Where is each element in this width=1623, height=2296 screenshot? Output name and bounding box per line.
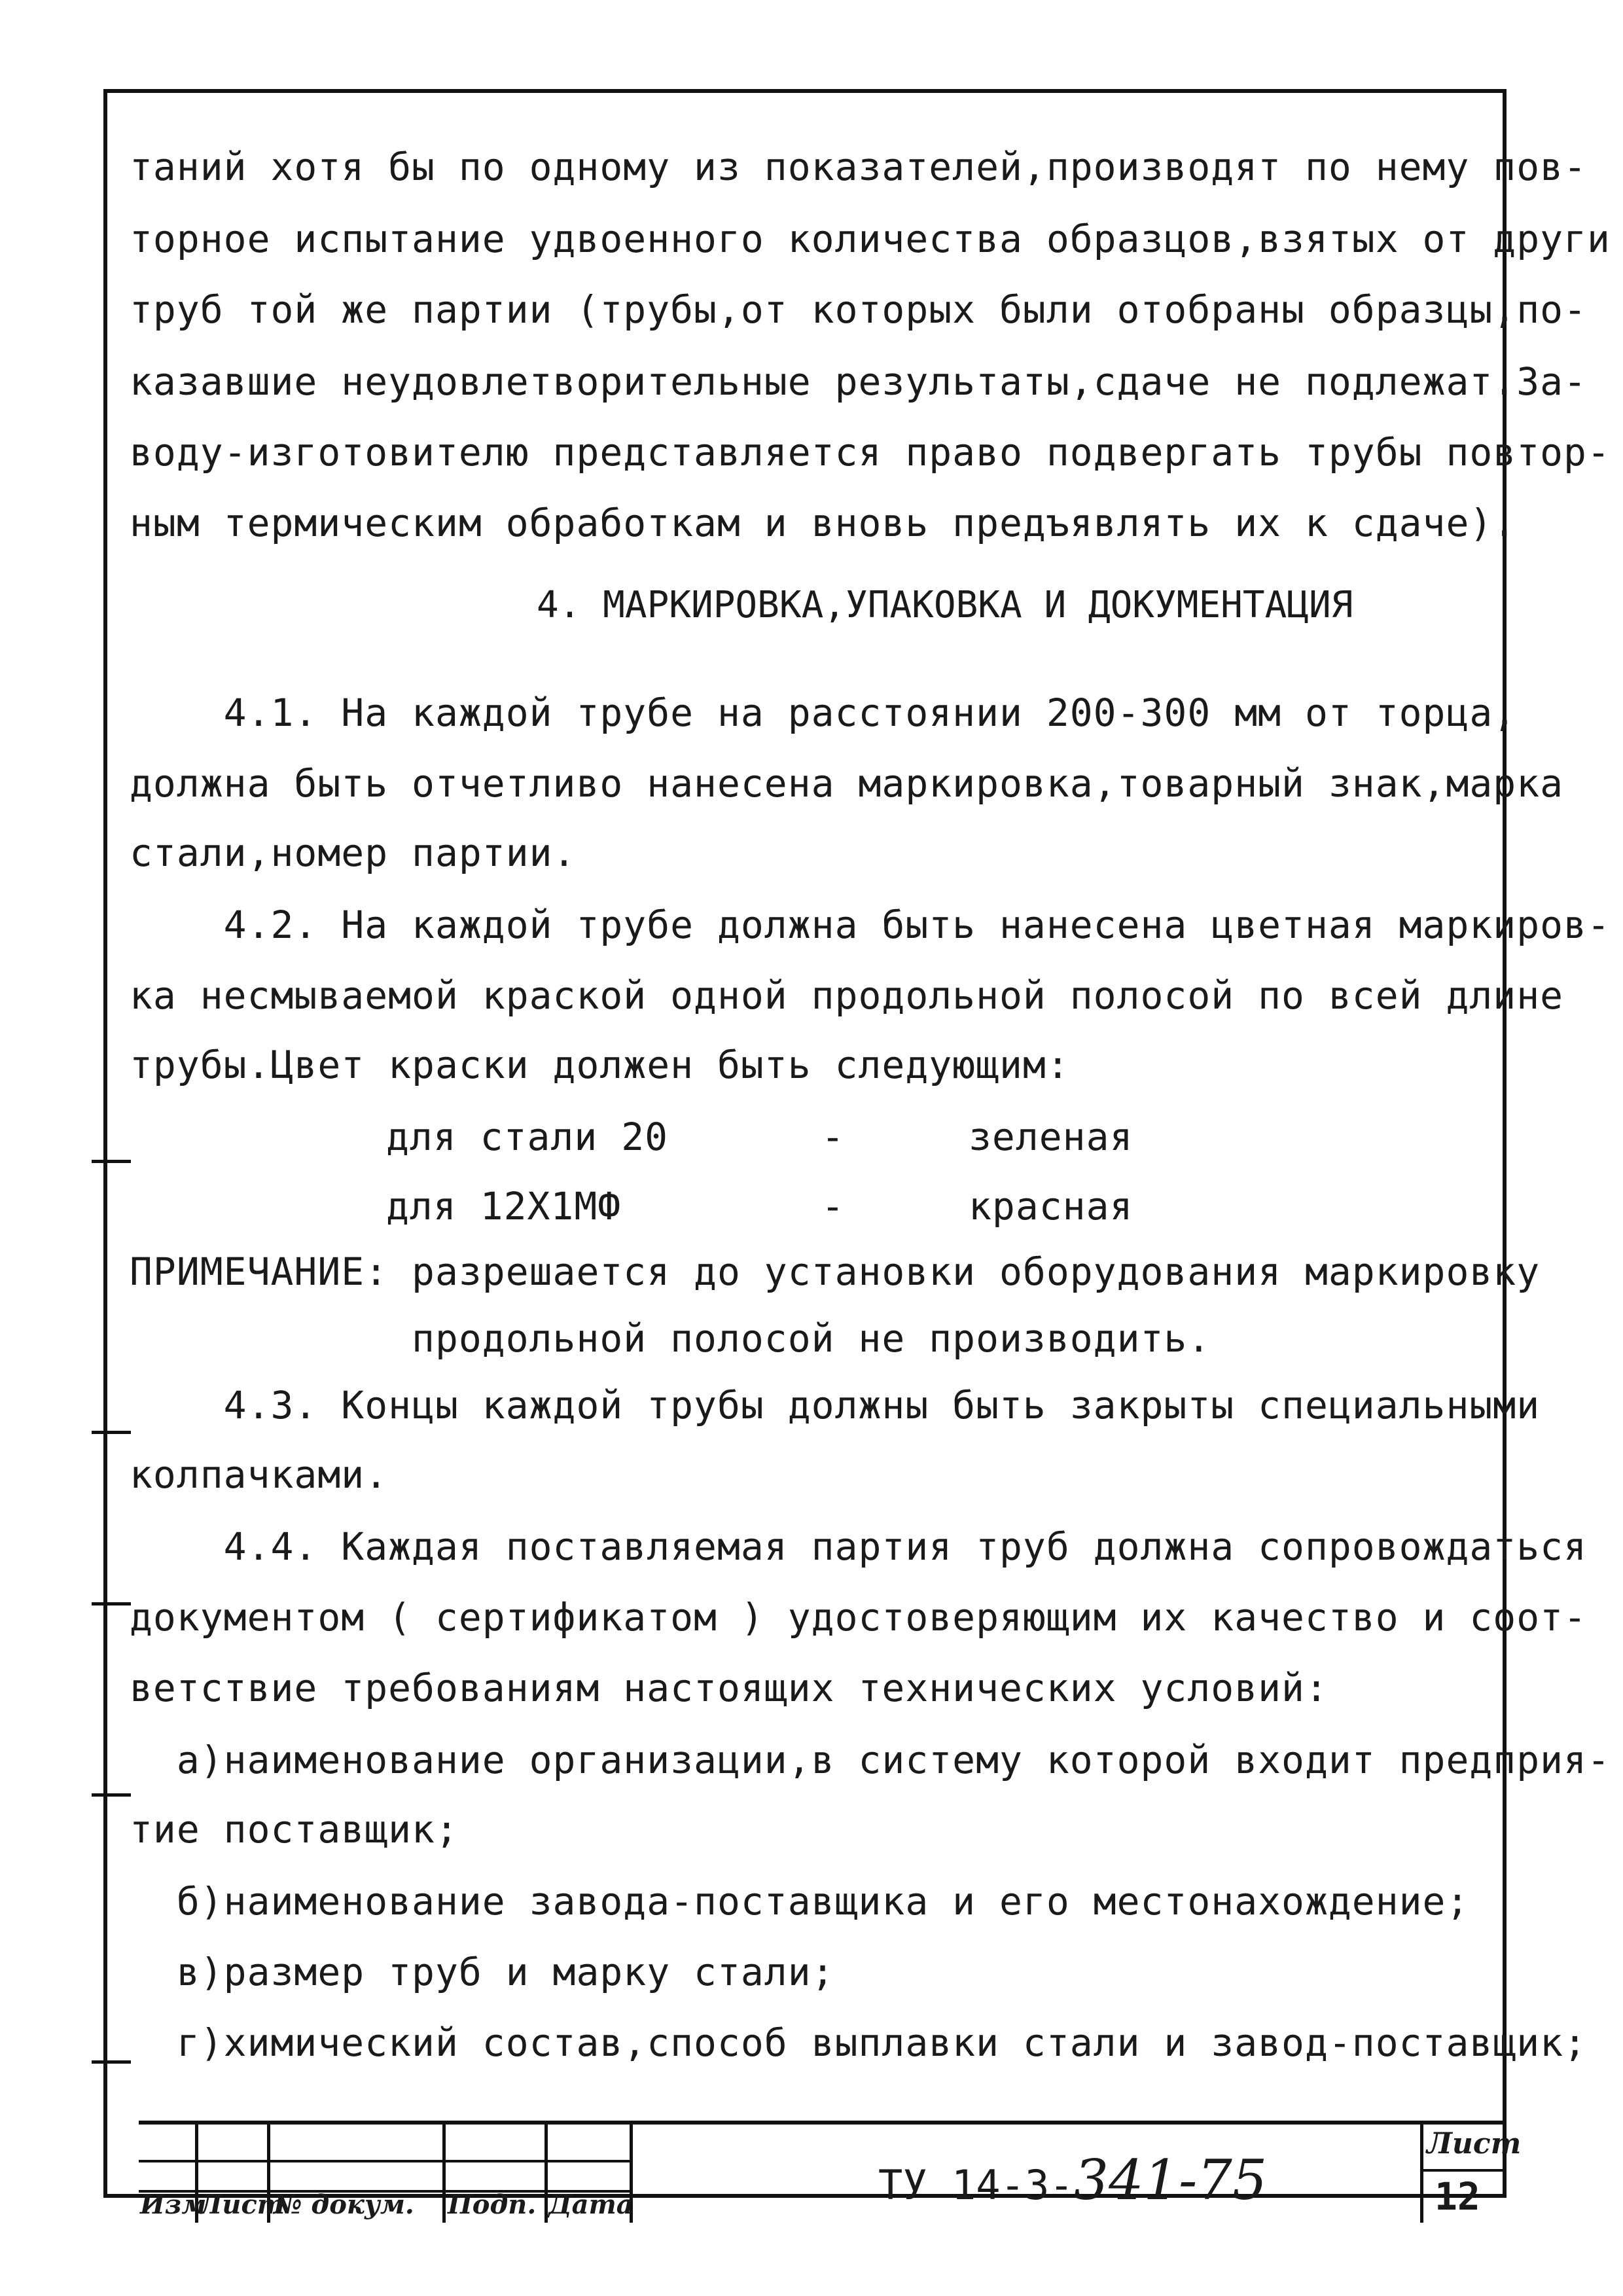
text-line: торное испытание удвоенного количества образцов,взятых от други xyxy=(130,217,1611,261)
binding-tick xyxy=(92,1160,131,1163)
document-code-handwritten: 341-75 xyxy=(1073,2148,1268,2212)
sheet-number: 12 xyxy=(1435,2174,1480,2219)
color-table-color: красная xyxy=(969,1184,1133,1229)
text-line: трубы.Цвет краски должен быть следующим: xyxy=(130,1043,1070,1087)
list-item: г)химический состав,способ выплавки стали и завод-поставщик; xyxy=(130,2020,1587,2065)
color-table-dash: - xyxy=(821,1184,845,1229)
text-line: казавшие неудовлетворительные результаты,сдаче не подлежат.За- xyxy=(130,359,1587,404)
title-block xyxy=(139,2121,1522,2223)
text-line: ветствие требованиям настоящих технических условий: xyxy=(130,1666,1329,1710)
text-line: документом ( сертификатом ) удостоверяющим их качество и соот- xyxy=(130,1595,1587,1640)
text-line: колпачками. xyxy=(130,1452,389,1497)
color-table-color: зеленая xyxy=(969,1115,1133,1159)
binding-tick xyxy=(92,1431,131,1434)
sheet-box xyxy=(1420,2125,1522,2223)
col-label-signature: Подп. xyxy=(448,2189,537,2220)
text-line: 4.3. Концы каждой трубы должны быть закрыты специальными xyxy=(130,1383,1541,1427)
text-line: ка несмываемой краской одной продольной полосой по всей длине xyxy=(130,973,1564,1018)
binding-tick xyxy=(92,2060,131,2064)
text-line: 4.2. На каждой трубе должна быть нанесена цветная маркиров- xyxy=(130,903,1611,947)
col-label-sheet: Лист xyxy=(199,2189,285,2220)
document-code xyxy=(878,2148,1267,2212)
col-label-doc-number: № докум. xyxy=(274,2189,414,2220)
color-table-dash: - xyxy=(821,1115,845,1159)
revision-grid xyxy=(139,2125,631,2223)
color-table-steel: для стали 20 xyxy=(386,1115,669,1159)
text-line: воду-изготовителю представляется право подвергать трубы повтор- xyxy=(130,430,1611,475)
binding-tick xyxy=(92,1602,131,1605)
text-line: таний хотя бы по одному из показателей,производят по нему пов- xyxy=(130,145,1587,189)
note-line: продольной полосой не производить. xyxy=(130,1316,1211,1361)
text-line: 4.1. На каждой трубе на расстоянии 200-300 мм от торца, xyxy=(130,691,1517,735)
note-line: ПРИМЕЧАНИЕ: разрешается до установки оборудования маркировку xyxy=(130,1249,1541,1294)
list-item: а)наименование организации,в систему которой входит предприя- xyxy=(130,1738,1611,1782)
text-line: должна быть отчетливо нанесена маркировка,товарный знак,марка xyxy=(130,761,1564,806)
text-line: стали,номер партии. xyxy=(130,831,577,875)
section-heading: 4. МАРКИРОВКА,УПАКОВКА И ДОКУМЕНТАЦИЯ xyxy=(537,584,1353,626)
text-line: ным термическим обработкам и вновь предъявлять их к сдаче). xyxy=(130,501,1517,545)
text-line: 4.4. Каждая поставляемая партия труб должна сопровождаться xyxy=(130,1524,1587,1569)
list-item: б)наименование завода-поставщика и его местонахождение; xyxy=(130,1879,1470,1924)
list-item: в)размер труб и марку стали; xyxy=(130,1950,835,1994)
col-label-change: Изм xyxy=(140,2189,207,2220)
sheet-label: Лист xyxy=(1427,2127,1522,2161)
binding-tick xyxy=(92,1793,131,1797)
text-line: труб той же партии (трубы,от которых были отобраны образцы,по- xyxy=(130,287,1587,332)
document-code-printed: ТУ 14-3- xyxy=(878,2161,1074,2209)
list-item: тие поставщик; xyxy=(130,1807,459,1852)
color-table-steel: для 12Х1МФ xyxy=(386,1184,622,1229)
col-label-date: Дата xyxy=(548,2189,633,2220)
